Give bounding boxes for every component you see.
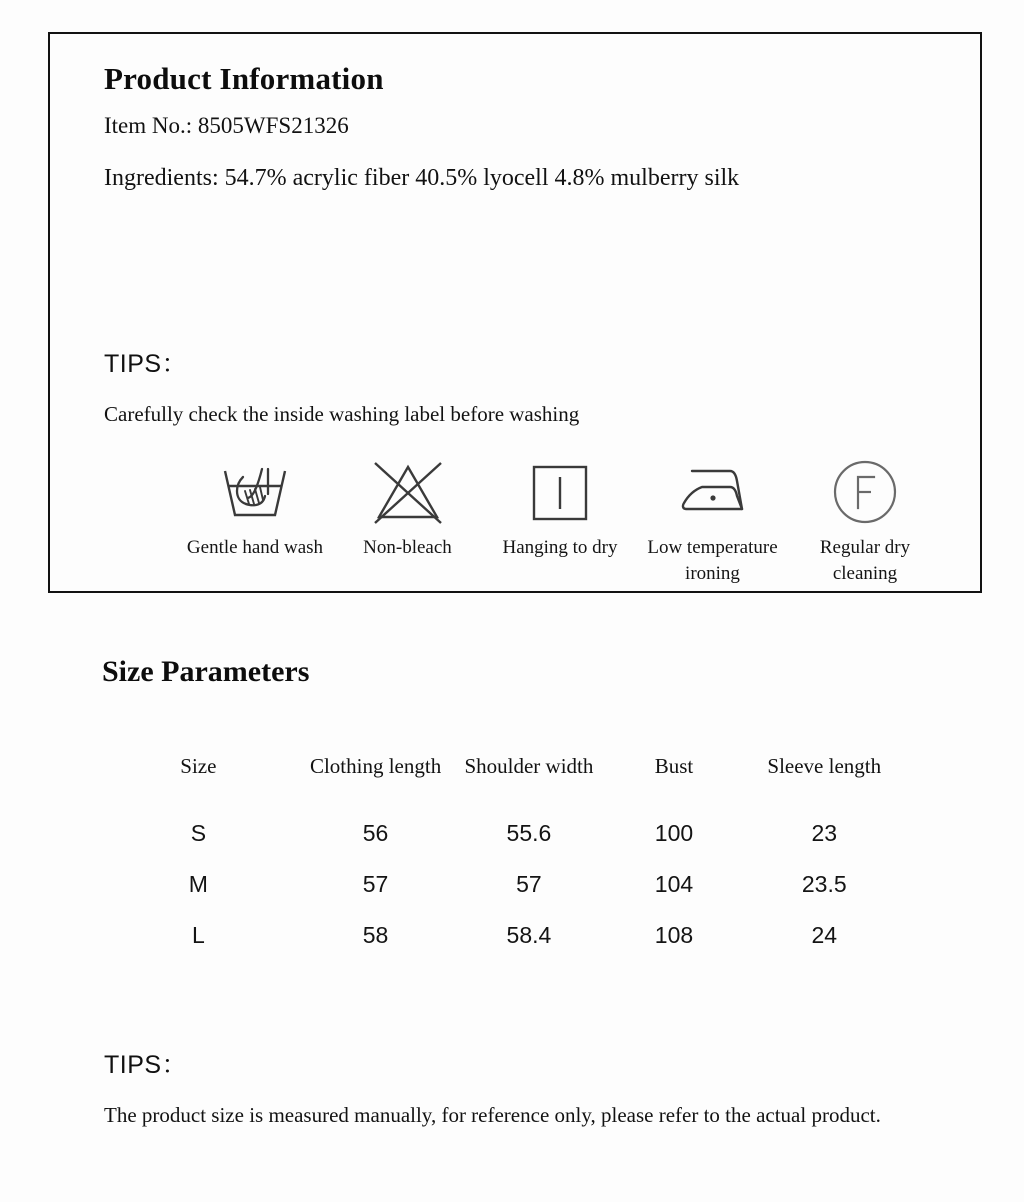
- table-row: [102, 859, 902, 910]
- column-header-size: Size: [180, 753, 217, 778]
- care-tips-body: Carefully check the inside washing label before washing: [104, 402, 580, 426]
- ingredients-text: Ingredients: 54.7% acrylic fiber 40.5% lyocell 4.8% mulberry silk: [104, 165, 740, 192]
- cell-clothing-length: 57: [362, 871, 389, 897]
- product-information-panel: [48, 32, 982, 593]
- care-symbol-row: [180, 459, 940, 586]
- care-symbol-label: Non-bleach: [363, 537, 452, 558]
- table-row: [102, 808, 902, 859]
- size-tips-block: [104, 1045, 934, 1131]
- care-tips-heading: TIPS：: [104, 350, 188, 378]
- care-symbol-label: Regular dry cleaning: [819, 537, 911, 584]
- page-title: Product Information: [104, 61, 384, 96]
- care-symbol-dry-clean: [790, 459, 940, 586]
- hand-wash-icon: [215, 459, 295, 527]
- care-symbol-low-temp-iron: [638, 459, 788, 586]
- care-symbol-label: Gentle hand wash: [186, 537, 324, 558]
- table-header-row: [102, 724, 902, 808]
- cell-size: M: [188, 871, 208, 897]
- cell-size: L: [191, 922, 205, 948]
- column-header-clothing-length: Clothing length: [309, 753, 442, 778]
- care-symbol-label: Hanging to dry: [502, 537, 618, 558]
- cell-clothing-length: 58: [362, 922, 389, 948]
- column-header-bust: Bust: [654, 753, 694, 778]
- cell-shoulder-width: 55.6: [506, 820, 552, 846]
- dry-clean-f-icon: [828, 459, 902, 527]
- care-symbol-label: Low temperature ironing: [647, 537, 778, 584]
- care-symbol-hang-dry: [485, 459, 635, 561]
- care-symbol-non-bleach: [333, 459, 483, 561]
- size-parameters-title: Size Parameters: [102, 655, 310, 688]
- care-tips-block: [104, 344, 579, 428]
- cell-bust: 100: [654, 820, 694, 846]
- size-tips-body: The product size is measured manually, for reference only, please refer to the actual product.: [104, 1103, 881, 1127]
- cell-sleeve-length: 23.5: [801, 871, 847, 897]
- product-information-content: [50, 34, 980, 194]
- cell-size: S: [190, 820, 207, 846]
- non-bleach-icon: [369, 459, 447, 527]
- cell-shoulder-width: 58.4: [506, 922, 552, 948]
- column-header-sleeve-length: Sleeve length: [767, 753, 882, 778]
- table-row: [102, 910, 902, 961]
- cell-bust: 104: [654, 871, 694, 897]
- cell-sleeve-length: 24: [811, 922, 838, 948]
- cell-bust: 108: [654, 922, 694, 948]
- cell-sleeve-length: 23: [811, 820, 838, 846]
- cell-shoulder-width: 57: [516, 871, 542, 897]
- low-temp-iron-icon: [672, 459, 754, 527]
- hang-dry-icon: [525, 459, 595, 527]
- cell-clothing-length: 56: [362, 820, 389, 846]
- column-header-shoulder-width: Shoulder width: [464, 753, 594, 778]
- size-tips-heading: TIPS：: [104, 1051, 188, 1079]
- care-symbol-hand-wash: [180, 459, 330, 561]
- size-parameters-table: [102, 724, 902, 961]
- item-number-text: Item No.: 8505WFS21326: [104, 113, 349, 139]
